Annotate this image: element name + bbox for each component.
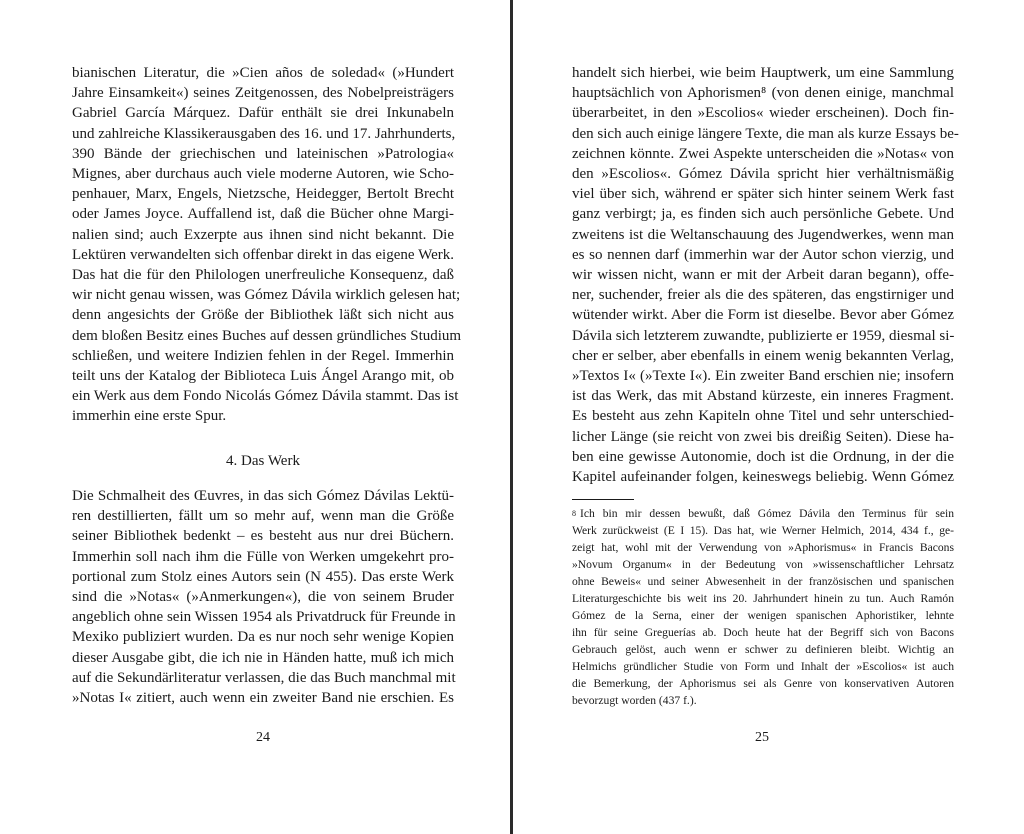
text-line: viel über sich, während er später sich hinter seinem Werk fast <box>572 186 954 203</box>
text-line: es so nennen darf (immerhin war der Autor schon vierzig, und <box>572 246 954 263</box>
footnote-lines <box>572 505 954 709</box>
text-line: »Notas I« zitiert, auch wenn ein zweiter Band nie erschien. Es <box>72 690 454 707</box>
text-line: zweitens ist die Weltanschauung des Jugendwerkes, wenn man <box>572 226 954 243</box>
text-line: ist das Werk, das mit Abstand kürzeste, ein inneres Fragment. <box>572 388 954 405</box>
text-line: »Novum Organum« in der Bedeutung von »wissenschaftlicher Lehrsatz <box>572 558 954 571</box>
text-line: penhauer, Marx, Engels, Nietzsche, Heidegger, Bertolt Brecht <box>72 186 454 203</box>
text-line: 390 Bände der griechischen und lateinischen »Patrologia« <box>72 145 454 162</box>
text-line: bevorzugt worden (437 f.). <box>572 694 697 707</box>
text-line: wir wissen nicht, wann er mit der Arbeit daran begann), offe- <box>572 267 954 284</box>
text-line: $^8$ Ich bin mir dessen bewußt, daß Gómez Dávila den Terminus für sein <box>572 507 954 520</box>
text-line: auf die Sekundärliteratur verlassen, die das Buch manchmal mit <box>72 669 456 686</box>
text-line: »Textos I« (»Texte I«). Ein zweiter Band erschien nie; insofern <box>572 368 954 385</box>
text-line: ben eine gewisse Autonomie, doch ist die Ordnung, in der die <box>572 448 954 465</box>
text-line: hauptsächlich von Aphorismen⁸ (von denen einige, manchmal <box>572 85 954 102</box>
left-page <box>0 0 510 834</box>
text-line: immerhin eine erste Spur. <box>72 408 227 425</box>
page-number-left: 24 <box>256 730 270 745</box>
text-line: Literaturgeschichte bis weit ins 20. Jahrhundert hinein zu tun. Auch Ramón <box>572 592 954 605</box>
text-line: angeblich ohne sein Wissen 1954 als Privatdruck für Freunde in <box>72 609 456 626</box>
text-line: Gabriel García Márquez. Dafür enthält sie drei Inkunabeln <box>72 105 454 122</box>
text-line: handelt sich hierbei, wie beim Hauptwerk, um eine Sammlung <box>572 65 954 81</box>
section-heading: 4. Das Werk <box>226 453 300 469</box>
text-line: Gómez de la Serna, einer der wenigen spanischen Aphoristiker, lehnte <box>572 609 954 622</box>
text-line: ohne Beweis« und seiner Abwesenheit in der französischen und spanischen <box>572 575 954 588</box>
page-number-right: 25 <box>755 730 769 745</box>
text-line: seiner Bibliothek bedenkt – es besteht aus nur drei Büchern. <box>72 528 454 545</box>
text-line: dem bloßen Besitz eines Buches auf dessen gründliches Studium <box>72 327 462 344</box>
text-line: Mignes, aber durchaus auch viele moderne Autoren, wie Scho- <box>72 166 454 183</box>
text-line: wütender wirkt. Aber die Form ist dieselbe. Bevor aber Gómez <box>572 307 954 324</box>
text-line: Dávila sich letzterem zuwandte, publizierte er 1959, diesmal si- <box>572 327 955 344</box>
text-line: Werk zurückweist (E I 15). Das hat, wie Werner Helmich, 2014, 434 f., ge- <box>572 524 954 537</box>
text-line: Gebrauch gelöst, auch wenn er schwer zu definieren bleibt. Wichtig an <box>572 643 954 656</box>
text-line: Die Schmalheit des Œuvres, in das sich Gómez Dávilas Lektü- <box>72 488 454 504</box>
text-line: die Bemerkung, der Aphorismus sei als Genre von konservativen Autoren <box>572 677 954 690</box>
text-line: den sich auch einige längere Texte, die man als kurze Essays be- <box>572 125 959 142</box>
text-line: sind die »Notas« (»Anmerkungen«), die von seinem Bruder <box>72 589 454 606</box>
left-body-top <box>72 63 462 427</box>
text-line: Immerhin soll nach ihm die Fülle von Werken umgekehrt pro- <box>72 548 454 565</box>
text-line: ganz verbirgt; ja, es finden sich auch persönliche Gebete. Und <box>572 206 954 223</box>
right-body <box>572 63 959 487</box>
footnote <box>572 505 954 709</box>
text-line: dieser Ausgabe gibt, die ich nie in Händen hatte, muß ich mich <box>72 649 454 666</box>
text-line: ihn für seine Greguerías ab. Doch heute hat der Begriff sich von Bacons <box>572 626 954 639</box>
text-line: zeichnen könnte. Zwei Aspekte unterscheiden die »Notas« von <box>572 145 954 162</box>
text-line: licher Länge (sie reicht von zwei bis dreißig Seiten). Diese ha- <box>572 428 954 445</box>
text-line: Helmichs gründlicher Studie von Form und Inhalt der »Escolios« ist auch <box>572 660 954 673</box>
text-line: ren destillierten, fällt um so mehr auf, wenn man die Größe <box>72 508 454 525</box>
book-gutter <box>510 0 513 834</box>
text-line: denn angesichts der Größe der Bibliothek läßt sich nicht aus <box>72 307 454 324</box>
text-line: nalien sind; auch Exzerpte aus ihnen sind nicht bekannt. Die <box>72 226 454 243</box>
text-line: überarbeitet, in den »Escolios« wieder erscheinen). Doch fin- <box>572 105 954 122</box>
text-line: schließen, und weitere Indizien fehlen in der Regel. Immerhin <box>72 347 454 364</box>
text-line: Lektüren verwandelten sich offenbar direkt in das eigene Werk. <box>72 246 454 263</box>
text-line: Das hat die für den Philologen unerfreuliche Konsequenz, daß <box>72 267 454 284</box>
text-line: cher er selber, aber ebenfalls in einem wenig bekannten Verlag, <box>572 347 954 364</box>
text-line: Mexiko publiziert wurden. Da es nur noch sehr wenige Kopien <box>72 629 454 646</box>
text-line: ein Werk aus dem Fondo Nicolás Gómez Dávila stammt. Das ist <box>72 388 459 405</box>
text-line: Es besteht aus zehn Kapiteln ohne Titel und sehr unterschied- <box>572 408 954 425</box>
text-line: ner, suchender, freier als die des späteren, das engstirniger und <box>572 287 954 304</box>
footnote-rule <box>572 499 634 500</box>
footnote-number: 8 <box>572 509 576 518</box>
text-line: Jahre Einsamkeit«) seines Zeitgenossen, des Nobelpreisträgers <box>72 85 454 102</box>
text-line: den »Escolios«. Gómez Dávila spricht hier verhältnismäßig <box>572 166 954 183</box>
text-line: Kapitel aufeinander folgen, keineswegs beliebig. Wenn Gómez <box>572 469 954 486</box>
text-line: und zahlreiche Klassikerausgaben des 16. und 17. Jahrhunderts, <box>72 125 456 142</box>
text-line: teilt uns der Katalog der Biblioteca Luis Ángel Arango mit, ob <box>72 368 454 385</box>
text-line: oder James Joyce. Auffallend ist, daß die Bücher ohne Margi- <box>72 206 454 223</box>
text-line: wir nicht genau wissen, was Gómez Dávila wirklich gelesen hat; <box>72 287 461 304</box>
text-line: portional zum Stolz eines Autors sein (N 455). Das erste Werk <box>72 568 454 585</box>
left-body-bottom <box>72 486 454 708</box>
right-page <box>514 0 1024 834</box>
text-line: bianischen Literatur, die »Cien años de soledad« (»Hundert <box>72 65 454 81</box>
text-line: zeigt hat, wohl mit der Verwendung von »Aphorismus« in Francis Bacons <box>572 541 954 554</box>
